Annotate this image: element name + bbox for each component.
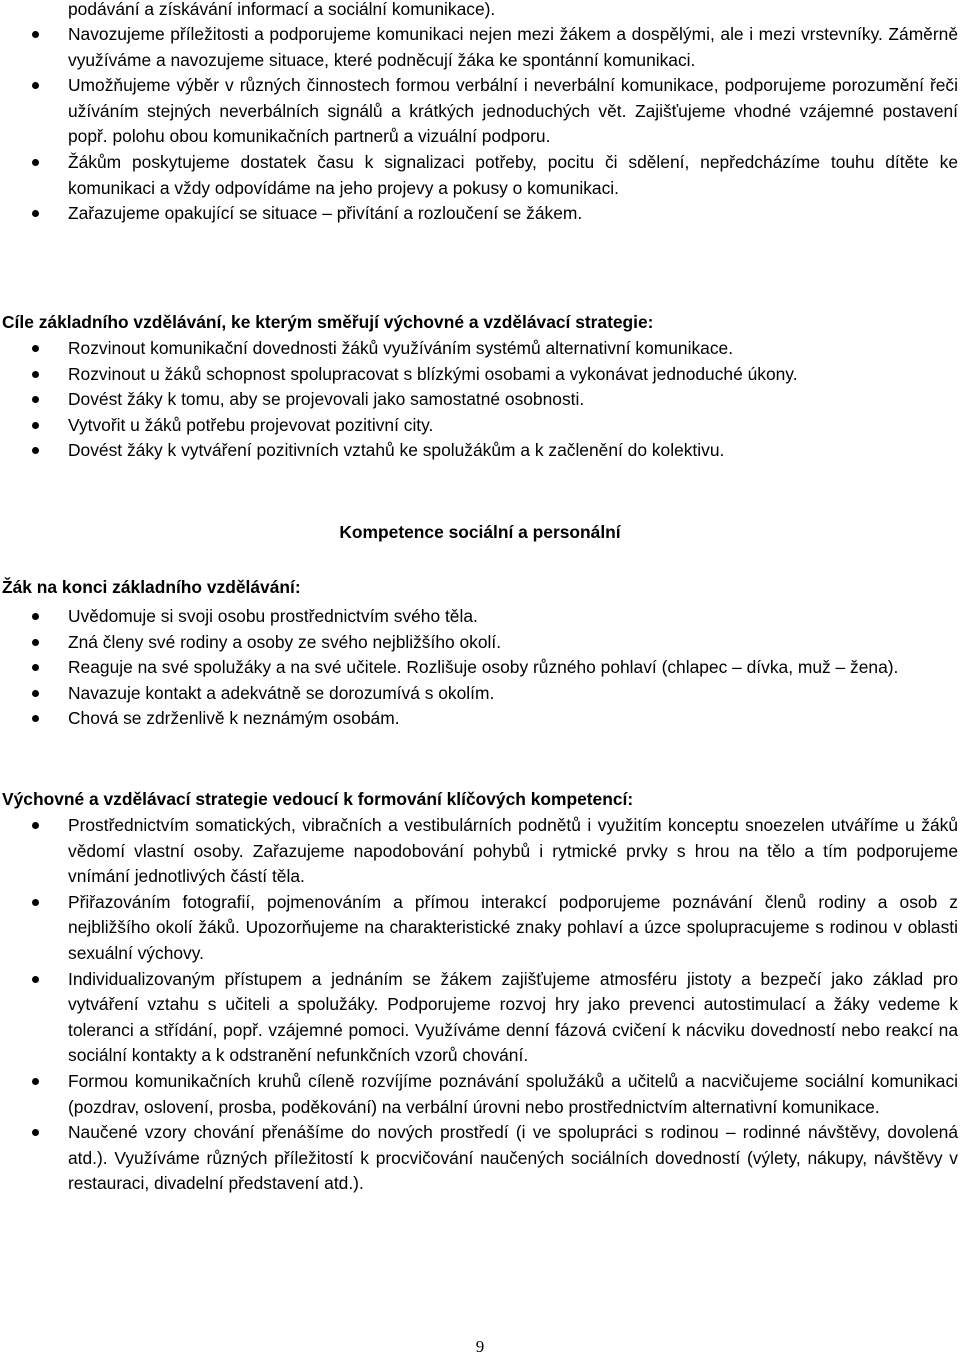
list-item: Chová se zdrženlivě k neznámým osobám. (0, 706, 960, 732)
list-item: Zná členy své rodiny a osoby ze svého nejbližšího okolí. (0, 630, 960, 656)
list-item: Přiřazováním fotografií, pojmenováním a přímou interakcí podporujeme poznávání členů rodiny a osob z nejbližšího okolí žáků. Upozorňujeme na charakteristické znaky pohlaví a úzce spolupracujeme s rodinou v oblasti sexuální výchovy. (0, 890, 960, 967)
page-number: 9 (475, 1337, 485, 1356)
list-item: Dovést žáky k tomu, aby se projevovali jako samostatné osobnosti. (0, 387, 960, 413)
list-item: Rozvinout u žáků schopnost spolupracovat s blízkými osobami a vykonávat jednoduché úkony. (0, 362, 960, 388)
section-title: Kompetence sociální a personální (339, 522, 621, 542)
list-item: Navozujeme příležitosti a podporujeme komunikaci nejen mezi žákem a dospělými, ale i mezi vrstevníky. Záměrně využíváme a navozujeme situace, které podněcují žáka ke spontánní komunikaci. (0, 22, 960, 73)
list-item: Navazuje kontakt a adekvátně se dorozumívá s okolím. (0, 681, 960, 707)
communication-strategies-list (0, 22, 960, 227)
list-item: Zařazujeme opakující se situace – přivítání a rozloučení se žákem. (0, 201, 960, 227)
intro-continuation: podávání a získávání informací a sociální komunikace). (68, 0, 496, 19)
list-item: Uvědomuje si svoji osobu prostřednictvím svého těla. (0, 604, 960, 630)
list-item: Individualizovaným přístupem a jednáním se žákem zajišťujeme atmosféru jistoty a bezpečí jako základ pro vytváření vztahu s učiteli a spolužáky. Podporujeme rozvoj hry jako prevenci autostimulací a žáky vedeme k toleranci a střídání, popř. vzájemné pomoci. Využíváme denní fázová cvičení k nácviku dovedností nebo reakcí na sociální kontakty a k odstranění nefunkčních vzorů chování. (0, 967, 960, 1069)
list-item: Prostřednictvím somatických, vibračních a vestibulárních podnětů i využitím konceptu snoezelen utváříme u žáků vědomí vlastní osoby. Zařazujeme napodobování pohybů i rytmické prvky s hrou na tělo a tím podporujeme vnímání jednotlivých částí těla. (0, 813, 960, 890)
strategies-heading: Výchovné a vzdělávací strategie vedoucí k formování klíčových kompetencí: (2, 789, 634, 809)
list-item: Naučené vzory chování přenášíme do nových prostředí (i ve spolupráci s rodinou – rodinné návštěvy, dovolená atd.). Využíváme různých příležitostí k procvičování naučených sociálních dovedností (výlety, nákupy, návštěvy v restauraci, divadelní představení atd.). (0, 1120, 960, 1197)
pupil-outcomes-list (0, 604, 960, 732)
strategies-list (0, 813, 960, 1197)
list-item: Žákům poskytujeme dostatek času k signalizaci potřeby, pocitu či sdělení, nepředcházíme touhu dítěte ke komunikaci a vždy odpovídáme na jeho projevy a pokusy o komunikaci. (0, 150, 960, 201)
list-item: Dovést žáky k vytváření pozitivních vztahů ke spolužákům a k začlenění do kolektivu. (0, 438, 960, 464)
list-item: Umožňujeme výběr v různých činnostech formou verbální i neverbální komunikace, podporujeme porozumění řeči užíváním stejných neverbálních signálů a krátkých jednoduchých vět. Zajišťujeme vhodné vzájemné postavení popř. polohu obou komunikačních partnerů a vizuální podporu. (0, 73, 960, 150)
list-item: Rozvinout komunikační dovednosti žáků využíváním systémů alternativní komunikace. (0, 336, 960, 362)
goals-list (0, 336, 960, 464)
goals-heading: Cíle základního vzdělávání, ke kterým směřují výchovné a vzdělávací strategie: (2, 312, 654, 332)
pupil-heading: Žák na konci základního vzdělávání: (2, 577, 301, 597)
list-item: Vytvořit u žáků potřebu projevovat pozitivní city. (0, 413, 960, 439)
list-item: Formou komunikačních kruhů cíleně rozvíjíme poznávání spolužáků a učitelů a nacvičujeme sociální komunikaci (pozdrav, oslovení, prosba, poděkování) na verbální úrovni nebo prostřednictvím alternativní komunikace. (0, 1069, 960, 1120)
list-item: Reaguje na své spolužáky a na své učitele. Rozlišuje osoby různého pohlaví (chlapec – dívka, muž – žena). (0, 655, 960, 681)
